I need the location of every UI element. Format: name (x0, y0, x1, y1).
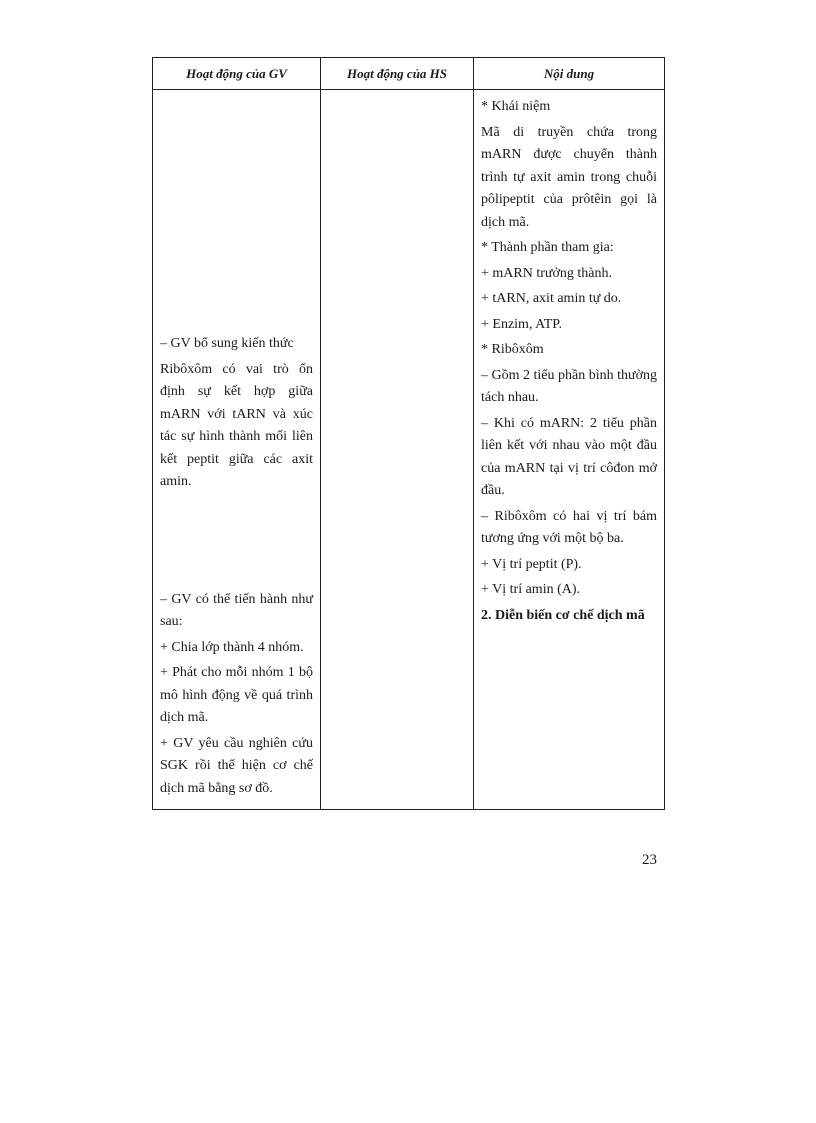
content-line: + Vị trí peptit (P). (481, 556, 582, 572)
table-header-row (153, 58, 665, 90)
content-line: – Khi có mARN: 2 tiểu phần liên kết với nhau vào một đầu của mARN tại vị trí côđon mở đầu. (481, 415, 657, 498)
header-student-activity: Hoạt động của HS (321, 58, 474, 90)
table-row (153, 90, 665, 810)
lesson-table (152, 57, 665, 810)
teacher-activity-cell (153, 90, 321, 810)
spacer (160, 96, 313, 333)
content-line: * Ribôxôm (481, 342, 544, 357)
content-line: + mARN trưởng thành. (481, 265, 612, 281)
gv-step-2: + Phát cho mỗi nhóm 1 bộ mô hình động về quá trình dịch mã. (160, 665, 313, 725)
content-cell (474, 90, 665, 810)
gv-ribosome-role: Ribôxôm có vai trò ổn định sự kết hợp giữa mARN với tARN và xúc tác sự hình thành mối liên kết peptit giữa các axit amin. (160, 361, 313, 489)
content-line: – Ribôxôm có hai vị trí bám tương ứng với một bộ ba. (481, 508, 657, 546)
section-heading: 2. Diễn biến cơ chế dịch mã (481, 607, 645, 623)
content-line: – Gồm 2 tiểu phần bình thường tách nhau. (481, 367, 657, 405)
page-number: 23 (642, 852, 657, 868)
gv-step-3: + GV yêu cầu nghiên cứu SGK rồi thể hiện cơ chế dịch mã bằng sơ đồ. (160, 735, 313, 796)
content-line: + tARN, axit amin tự do. (481, 291, 622, 306)
content-line: * Khái niệm (481, 99, 551, 114)
spacer (160, 497, 313, 589)
content-line: + Vị trí amin (A). (481, 582, 581, 597)
content-line: + Enzim, ATP. (481, 316, 563, 332)
gv-step-1: + Chia lớp thành 4 nhóm. (160, 639, 304, 655)
content-line: Mã di truyền chứa trong mARN được chuyển thành trình tự axit amin trong chuỗi pôlipeptit của prôtêin gọi là dịch mã. (481, 124, 657, 230)
header-content: Nội dung (474, 58, 665, 90)
gv-procedure: – GV có thể tiến hành như sau: (160, 591, 313, 629)
student-activity-cell (321, 90, 474, 810)
gv-note: – GV bổ sung kiến thức (160, 336, 294, 351)
content-line: * Thành phần tham gia: (481, 240, 614, 255)
header-teacher-activity: Hoạt động của GV (153, 58, 321, 90)
